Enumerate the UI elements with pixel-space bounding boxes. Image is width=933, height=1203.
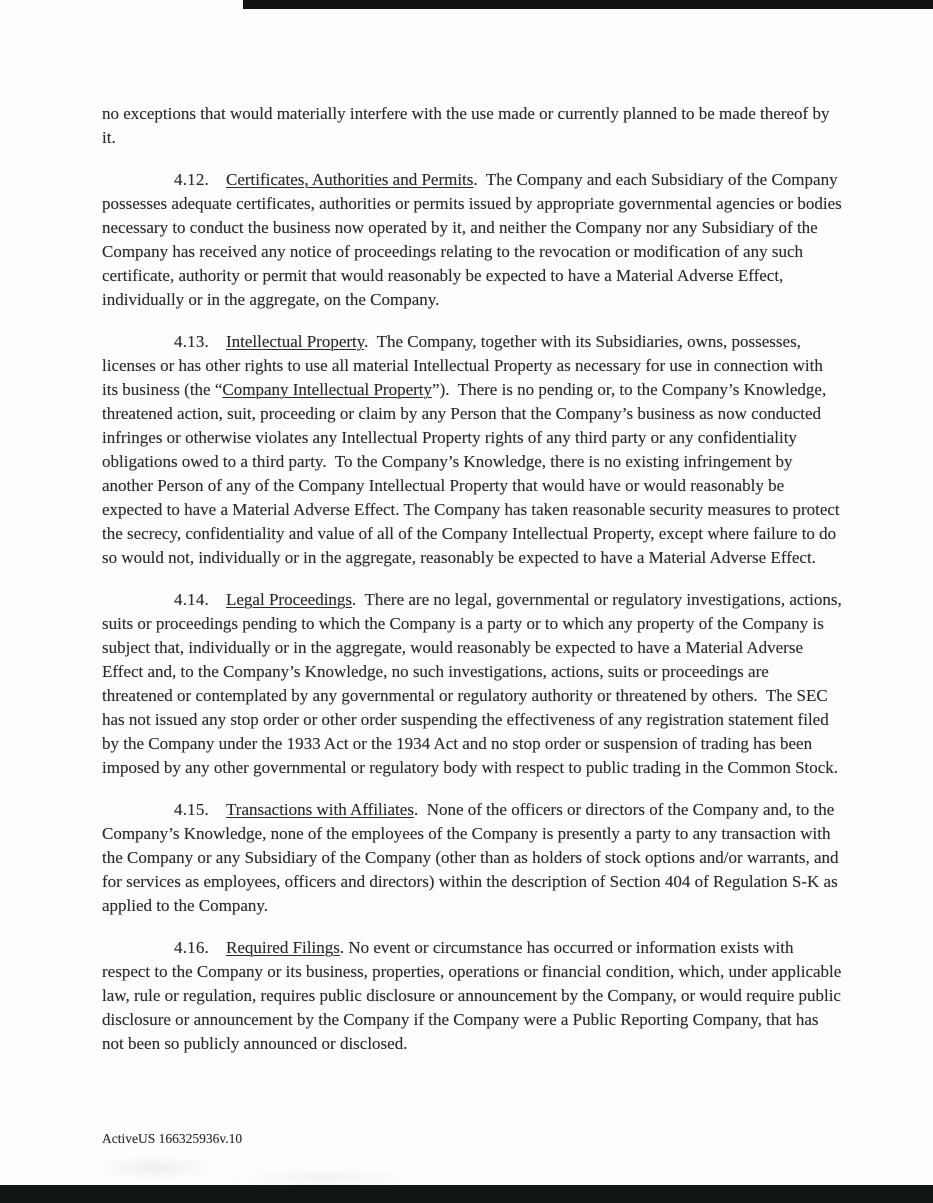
section-paragraph (102, 588, 842, 780)
section-text: Legal Proceedings. There are no legal, governmental or regulatory investigations, actions, suits or proceedings pending to which the Company is a party or to which any property of the Company is subject that, individually or in the aggregate, would reasonably be expected to have a Material Adverse Effect and, to the Company’s Knowledge, no such investigations, actions, suits or proceedings are threatened or contemplated by any governmental or regulatory authority or threatened by others. The SEC has not issued any stop order or other order suspending the effectiveness of any registration statement filed by the Company under the 1933 Act or the 1934 Act and no stop order or suspension of trading has been imposed by any other governmental or regulatory body with respect to public trading in the Common Stock. (102, 590, 842, 777)
section-number: 4.12. (174, 170, 209, 189)
section-text: Intellectual Property. The Company, together with its Subsidiaries, owns, possesses, licenses or has other rights to use all material Intellectual Property as necessary for use in connection with its business (the “Company Intellectual Property”). There is no pending or, to the Company’s Knowledge, threatened action, suit, proceeding or claim by any Person that the Company’s business as now conducted infringes or otherwise violates any Intellectual Property rights of any third party or any confidentiality obligations owed to a third party. To the Company’s Knowledge, there is no existing infringement by another Person of any of the Company Intellectual Property that would have or would reasonably be expected to have a Material Adverse Effect. The Company has taken reasonable security measures to protect the secrecy, confidentiality and value of all of the Company Intellectual Property, except where failure to do so would not, individually or in the aggregate, reasonably be expected to have a Material Adverse Effect. (102, 332, 840, 567)
section-text: Transactions with Affiliates. None of the officers or directors of the Company and, to the Company’s Knowledge, none of the employees of the Company is presently a party to any transaction with the Company or any Subsidiary of the Company (other than as holders of stock options and/or warrants, and for services as employees, officers and directors) within the description of Section 404 of Regulation S-K as applied to the Company. (102, 800, 839, 915)
paragraph-continuation: no exceptions that would materially interfere with the use made or currently planned to be made thereof by it. (102, 104, 830, 147)
scan-smudge (95, 1155, 215, 1181)
section-paragraph (102, 936, 842, 1056)
scan-artifact-top-bar (243, 0, 933, 9)
scan-artifact-bottom-bar (0, 1185, 933, 1203)
document-body (102, 102, 842, 1074)
section-text: Required Filings. No event or circumstance has occurred or information exists with respect to the Company or its business, properties, operations or financial condition, which, under applicable law, rule or regulation, requires public disclosure or announcement by the Company, or would require public disclosure or announcement by the Company if the Company were a Public Reporting Company, that has not been so publicly announced or disclosed. (102, 938, 842, 1053)
document-footer-id: ActiveUS 166325936v.10 (102, 1131, 243, 1146)
section-paragraph (102, 330, 842, 570)
section-number: 4.15. (174, 800, 209, 819)
section-paragraph (102, 168, 842, 312)
section-number: 4.13. (174, 332, 209, 351)
section-text: Certificates, Authorities and Permits. The Company and each Subsidiary of the Company possesses adequate certificates, authorities or permits issued by appropriate governmental agencies or bodies necessary to conduct the business now operated by it, and neither the Company nor any Subsidiary of the Company has received any notice of proceedings relating to the revocation or modification of any such certificate, authority or permit that would reasonably be expected to have a Material Adverse Effect, individually or in the aggregate, on the Company. (102, 170, 842, 309)
section-paragraph (102, 798, 842, 918)
sections-container (102, 168, 842, 1056)
section-number: 4.14. (174, 590, 209, 609)
section-number: 4.16. (174, 938, 209, 957)
